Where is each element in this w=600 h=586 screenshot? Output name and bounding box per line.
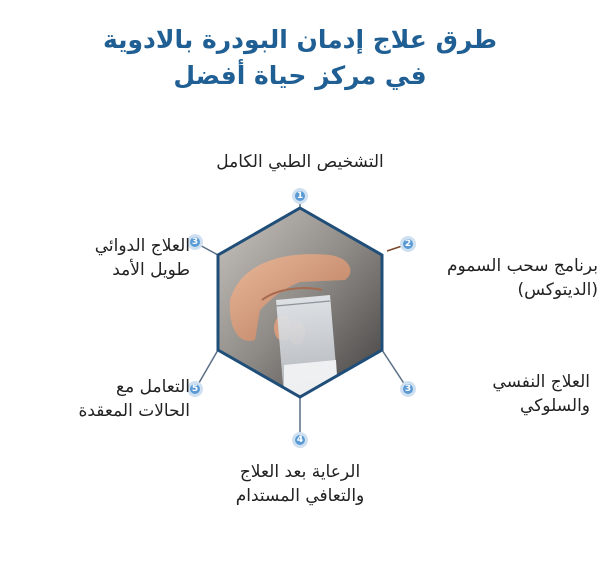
node-2 xyxy=(402,238,415,251)
label-line: الرعاية بعد العلاج xyxy=(239,462,361,482)
label-line: التشخيص الطبي الكامل xyxy=(216,152,384,172)
label-diagnosis xyxy=(150,150,450,174)
label-line: الحالات المعقدة xyxy=(78,401,190,421)
label-line: برنامج سحب السموم xyxy=(446,256,598,276)
label-line: العلاج النفسي xyxy=(492,372,590,392)
title-line-1: طرق علاج إدمان البودرة بالادوية xyxy=(102,25,498,54)
label-line: والتعافي المستدام xyxy=(235,486,365,506)
label-line: والسلوكي xyxy=(520,396,590,416)
node-5 xyxy=(189,383,202,396)
label-line: العلاج الدوائي xyxy=(94,236,190,256)
label-detox xyxy=(408,254,598,302)
svg-text:5: 5 xyxy=(191,384,199,394)
node-3-right xyxy=(402,383,415,396)
svg-text:3: 3 xyxy=(404,384,412,394)
label-line: (الديتوكس) xyxy=(517,280,598,300)
svg-text:4: 4 xyxy=(296,435,304,445)
label-complex-cases xyxy=(20,375,190,423)
node-3-left xyxy=(189,236,202,249)
svg-text:2: 2 xyxy=(404,239,412,249)
label-aftercare xyxy=(150,460,450,508)
connector-right-2 xyxy=(382,350,407,388)
label-line: التعامل مع xyxy=(116,377,190,397)
label-line: طويل الأمد xyxy=(112,260,190,280)
node-1 xyxy=(294,190,307,203)
svg-text:3: 3 xyxy=(191,237,199,247)
label-long-term-medication xyxy=(20,234,190,282)
title-line-2: في مركز حياة أفضل xyxy=(173,61,427,90)
svg-text:1: 1 xyxy=(296,191,304,201)
node-4 xyxy=(294,434,307,447)
label-psych-therapy xyxy=(430,370,590,418)
hand-holding-powder-bag-photo xyxy=(210,200,390,405)
